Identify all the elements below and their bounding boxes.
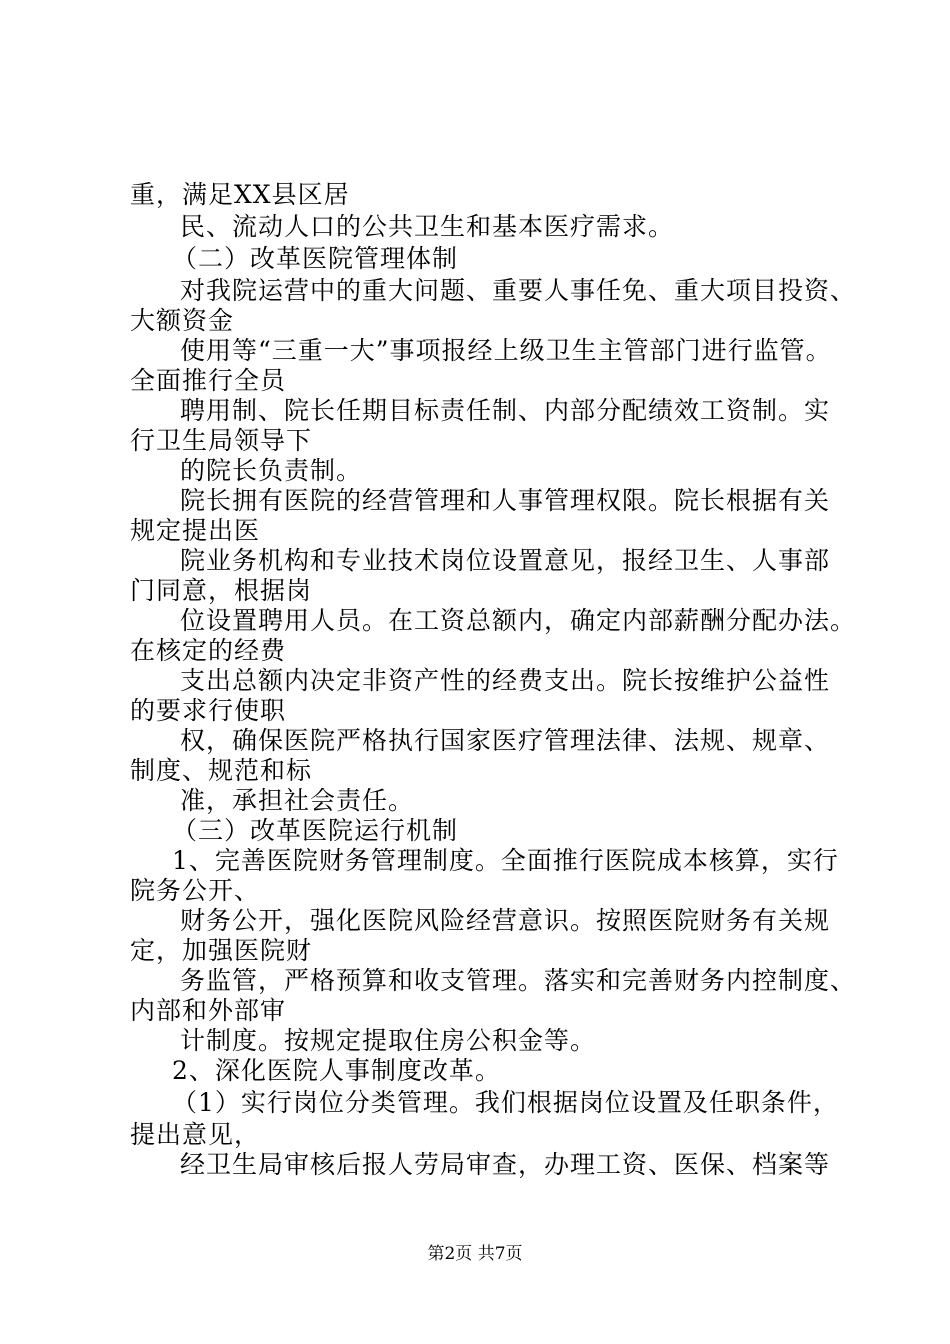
text-line: 在核定的经费 bbox=[130, 636, 287, 665]
text-line: 制度、规范和标 bbox=[130, 756, 313, 785]
text-line: 经卫生局审核后报人劳局审查，办理工资、医保、档案等 bbox=[180, 1150, 831, 1179]
text-line: （1）实行岗位分类管理。我们根据岗位设置及任职条件， bbox=[172, 1088, 839, 1117]
text-line: 位设置聘用人员。在工资总额内，确定内部薪酬分配办法。 bbox=[180, 606, 857, 635]
section-heading: （二）改革医院管理体制 bbox=[172, 244, 459, 273]
text-line: 行卫生局领导下 bbox=[130, 426, 313, 455]
text-line: 规定提出医 bbox=[130, 516, 261, 545]
text-line: 的要求行使职 bbox=[130, 696, 287, 725]
text-line: 使用等“三重一大”事项报经上级卫生主管部门进行监管。 bbox=[180, 336, 832, 365]
text-line: 1、完善医院财务管理制度。全面推行医院成本核算，实行 bbox=[172, 846, 839, 875]
text-line: 聘用制、院长任期目标责任制、内部分配绩效工资制。实 bbox=[180, 396, 831, 425]
section-heading: （三）改革医院运行机制 bbox=[172, 816, 459, 845]
text-line: 支出总额内决定非资产性的经费支出。院长按维护公益性 bbox=[180, 666, 831, 695]
text-line: 计制度。按规定提取住房公积金等。 bbox=[180, 1026, 597, 1055]
text-line: 大额资金 bbox=[130, 306, 235, 335]
text-line: 权，确保医院严格执行国家医疗管理法律、法规、规章、 bbox=[180, 726, 831, 755]
text-line: 务监管，严格预算和收支管理。落实和完善财务内控制度、 bbox=[180, 966, 857, 995]
text-line: 门同意，根据岗 bbox=[130, 576, 313, 605]
text-line: 院务公开、 bbox=[130, 876, 261, 905]
text-line: 定，加强医院财 bbox=[130, 936, 313, 965]
text-line: 院业务机构和专业技术岗位设置意见，报经卫生、人事部 bbox=[180, 546, 831, 575]
text-line: 准，承担社会责任。 bbox=[180, 786, 415, 815]
text-line: 提出意见， bbox=[130, 1120, 261, 1149]
text-line: 重，满足XX县区居 bbox=[130, 180, 350, 209]
text-line: 全面推行全员 bbox=[130, 366, 287, 395]
text-line: 内部和外部审 bbox=[130, 996, 287, 1025]
text-line: 对我院运营中的重大问题、重要人事任免、重大项目投资、 bbox=[180, 276, 857, 305]
text-line: 民、流动人口的公共卫生和基本医疗需求。 bbox=[180, 212, 675, 241]
text-line: 的院长负责制。 bbox=[180, 456, 363, 485]
text-line: 财务公开，强化医院风险经营意识。按照医院财务有关规 bbox=[180, 906, 831, 935]
text-line: 2、深化医院人事制度改革。 bbox=[172, 1056, 501, 1085]
page-number: 第2页 共7页 bbox=[427, 1244, 523, 1264]
text-line: 院长拥有医院的经营管理和人事管理权限。院长根据有关 bbox=[180, 486, 831, 515]
